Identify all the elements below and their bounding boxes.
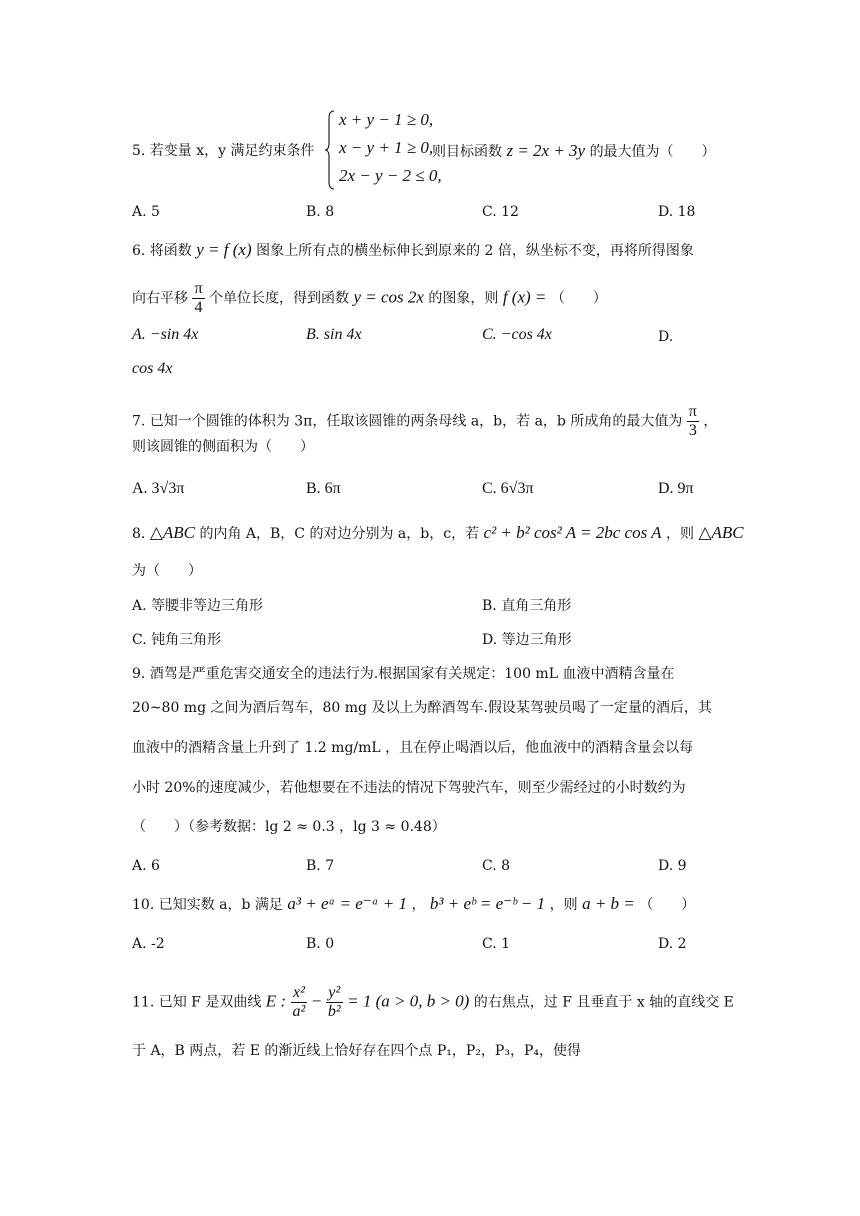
q8-line-1 (132, 523, 744, 544)
q7-text-c: 则该圆锥的侧面积为（ ） (132, 439, 314, 455)
q8-option-c: C. 钝角三角形 (132, 632, 222, 648)
q8-text-a: 8. (132, 526, 146, 542)
q6-function-expr: y = f (x) (196, 240, 252, 259)
q8-option-a: A. 等腰非等边三角形 (132, 598, 264, 614)
q5-stem-right (432, 141, 716, 162)
q11-curve-name: E : (265, 991, 287, 1011)
q6-option-c: C. −cos 4x (482, 326, 552, 343)
q6-frac-den: 4 (194, 299, 203, 316)
q8-text-c: ，则 (665, 526, 694, 542)
q9-line-1: 9. 酒驾是严重危害交通安全的违法行为.根据国家有关规定：100 mL 血液中酒精含量在 (132, 666, 675, 682)
q10-option-b: B. 0 (306, 936, 335, 952)
q9-option-b: B. 7 (306, 858, 335, 874)
q9-line-4: 小时 20%的速度减少，若他想要在不违法的情况下驾驶汽车，则至少需经过的小时数约为 (132, 780, 686, 796)
q6-line-2 (132, 280, 607, 317)
brace-icon (325, 110, 335, 190)
q10-separator: ， (411, 897, 426, 913)
q8-option-d: D. 等边三角形 (482, 632, 572, 648)
q11-fy-num: y² (326, 984, 343, 1003)
q9-line-3: 血液中的酒精含量上升到了 1.2 mg/mL ，且在停止喝酒以后，他血液中的酒精含量会以每 (132, 740, 694, 756)
q5-constraint-2: x − y + 1 ≥ 0, (339, 138, 434, 157)
q6-line-1 (132, 240, 694, 261)
q6-option-d: D. (658, 329, 674, 345)
q8-text-d: 为（ ） (132, 563, 202, 579)
q9-line-5: （ ）（参考数据：lg 2 ≈ 0.3 ，lg 3 ≈ 0.48） (132, 819, 446, 835)
q10-equation-b: b³ + eᵇ = e⁻ᵇ − 1 (429, 894, 546, 913)
q11-fx-den: a² (292, 1003, 306, 1020)
q11-fraction-x (291, 984, 308, 1021)
q10-option-d: D. 2 (658, 936, 687, 952)
q5-option-d: D. 18 (658, 204, 696, 220)
q10-option-a: A. -2 (132, 936, 165, 952)
q6-cos-expr: y = cos 2x (353, 287, 424, 307)
q5-prefix: 5. 若变量 x，y 满足约束条件 (132, 143, 315, 159)
q11-text-b: 的右焦点，过 F 且垂直于 x 轴的直线交 E (473, 994, 734, 1011)
q6-text-d: 个单位长度，得到函数 (208, 290, 349, 307)
q7-option-b: B. 6π (306, 480, 341, 497)
q8-line-2 (132, 561, 202, 581)
q5-option-b: B. 8 (306, 204, 335, 220)
q5-constraint-1: x + y − 1 ≥ 0, (339, 110, 434, 129)
q8-triangle-2: △ABC (698, 523, 744, 542)
q8-text-b: 的内角 A，B，C 的对边分别为 a，b，c，若 (199, 526, 480, 542)
q8-triangle-1: △ABC (149, 523, 195, 542)
q5-option-c: C. 12 (482, 204, 519, 220)
q5-mid: 则目标函数 (432, 144, 502, 160)
q6-f-expr: f (x) = (502, 287, 547, 307)
q6-text-f: （ ） (550, 290, 607, 307)
q5-option-a: A. 5 (132, 204, 160, 220)
q6-text-b: 图象上所有点的横坐标伸长到原来的 2 倍，纵坐标不变，再将所得图象 (256, 243, 694, 259)
q7-fraction (687, 403, 699, 440)
q6-text-c: 向右平移 (132, 290, 188, 307)
q6-option-b: B. sin 4x (306, 326, 362, 343)
q5-suffix: 的最大值为（ ） (589, 144, 716, 160)
q7-option-c: C. 6√3π (482, 480, 534, 497)
q6-option-d-value: cos 4x (132, 360, 173, 377)
q7-line-2 (132, 437, 314, 457)
q10-text-a: 10. 已知实数 a，b 满足 (132, 897, 283, 913)
q5-constraint-3: 2x − y − 2 ≤ 0, (339, 166, 442, 185)
q9-option-a: A. 6 (132, 858, 160, 874)
q10-line-1 (132, 894, 695, 915)
q10-option-c: C. 1 (482, 936, 511, 952)
q6-frac-num: π (194, 280, 203, 297)
q7-frac-num: π (688, 403, 697, 420)
q9-option-c: C. 8 (482, 858, 511, 874)
q9-option-d: D. 9 (658, 858, 687, 874)
q8-equation: c² + b² cos² A = 2bc cos A (483, 523, 662, 542)
q7-frac-den: 3 (688, 422, 697, 439)
q6-text-e: 的图象，则 (428, 290, 499, 307)
q7-text-b: ， (703, 413, 718, 430)
q6-text-a: 6. 将函数 (132, 243, 192, 259)
q7-text-a: 7. 已知一个圆锥的体积为 3π，任取该圆锥的两条母线 a，b，若 a，b 所成角的最大值为 (132, 413, 683, 430)
q11-fraction-y (326, 984, 343, 1021)
q10-equation-a: a³ + eᵃ = e⁻ᵃ + 1 (287, 894, 408, 913)
q5-objective: z = 2x + 3y (506, 141, 586, 160)
q6-fraction (192, 280, 204, 317)
q10-text-b: ，则 (549, 897, 578, 913)
q5-stem (132, 141, 315, 161)
q11-text-a: 11. 已知 F 是双曲线 (132, 994, 262, 1011)
q11-line-2: 于 A，B 两点，若 E 的渐近线上恰好存在四个点 P₁，P₂，P₃，P₄，使得 (132, 1043, 581, 1059)
q7-line-1 (132, 403, 717, 440)
q11-line-1 (132, 984, 734, 1021)
q10-sum-expr: a + b = (582, 894, 635, 913)
q11-fx-num: x² (291, 984, 308, 1003)
q11-minus: − (311, 991, 322, 1011)
q11-fy-den: b² (327, 1003, 341, 1020)
q7-option-a: A. 3√3π (132, 480, 185, 497)
q8-option-b: B. 直角三角形 (482, 598, 572, 614)
q9-line-2: 20~80 mg 之间为酒后驾车，80 mg 及以上为醉酒驾车.假设某驾驶员喝了一定量的酒后，其 (132, 700, 712, 716)
q10-text-c: （ ） (639, 897, 696, 913)
q7-option-d: D. 9π (658, 480, 694, 497)
q6-option-a: A. −sin 4x (132, 326, 199, 343)
q11-condition: = 1 (a > 0, b > 0) (347, 991, 470, 1011)
